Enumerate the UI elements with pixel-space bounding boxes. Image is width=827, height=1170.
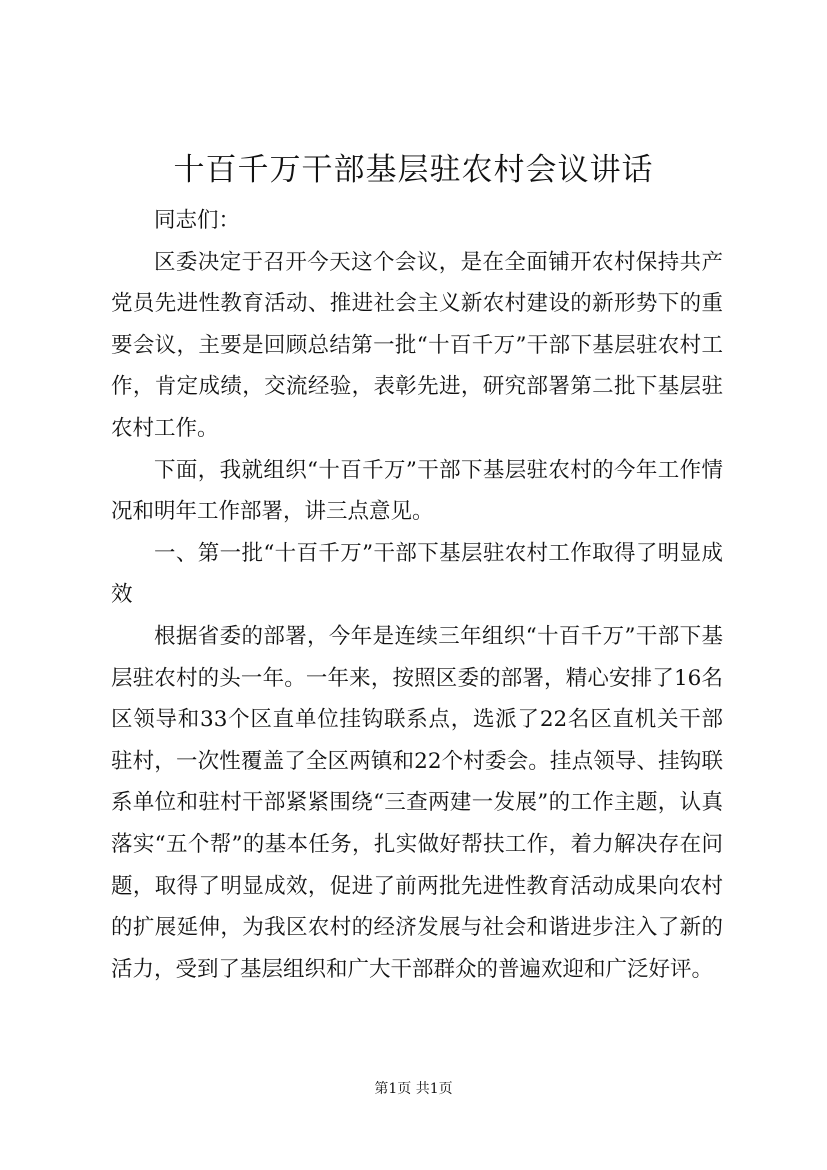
paragraph-1: 区委决定于召开今天这个会议，是在全面铺开农村保持共产党员先进性教育活动、推进社会主义新农村建设的新形势下的重要会议，主要是回顾总结第一批“十百千万”干部下基层驻农村工作，肯定成绩，交流经验，表彰先进，研究部署第二批下基层驻农村工作。 bbox=[111, 249, 723, 441]
section-heading-1: 一、第一批“十百千万”干部下基层驻农村工作取得了明显成效 bbox=[111, 540, 723, 608]
document-body bbox=[111, 200, 723, 990]
paragraph-2: 下面，我就组织“十百千万”干部下基层驻农村的今年工作情况和明年工作部署，讲三点意见。 bbox=[111, 457, 723, 525]
document-title: 十百千万干部基层驻农村会议讲话 bbox=[173, 152, 654, 188]
page-footer: 第1页 共1页 bbox=[374, 1081, 453, 1097]
paragraph-3: 根据省委的部署，今年是连续三年组织“十百千万”干部下基层驻农村的头一年。一年来，按照区委的部署，精心安排了16名区领导和33个区直单位挂钩联系点，选派了22名区直机关干部驻村，一次性覆盖了全区两镇和22个村委会。挂点领导、挂钩联系单位和驻村干部紧紧围绕“三查两建一发展”的工作主题，认真落实“五个帮”的基本任务，扎实做好帮扶工作，着力解决存在问题，取得了明显成效，促进了前两批先进性教育活动成果向农村的扩展延伸，为我区农村的经济发展与社会和谐进步注入了新的活力，受到了基层组织和广大干部群众的普遍欢迎和广泛好评。 bbox=[111, 623, 723, 982]
salutation: 同志们： bbox=[154, 208, 241, 233]
